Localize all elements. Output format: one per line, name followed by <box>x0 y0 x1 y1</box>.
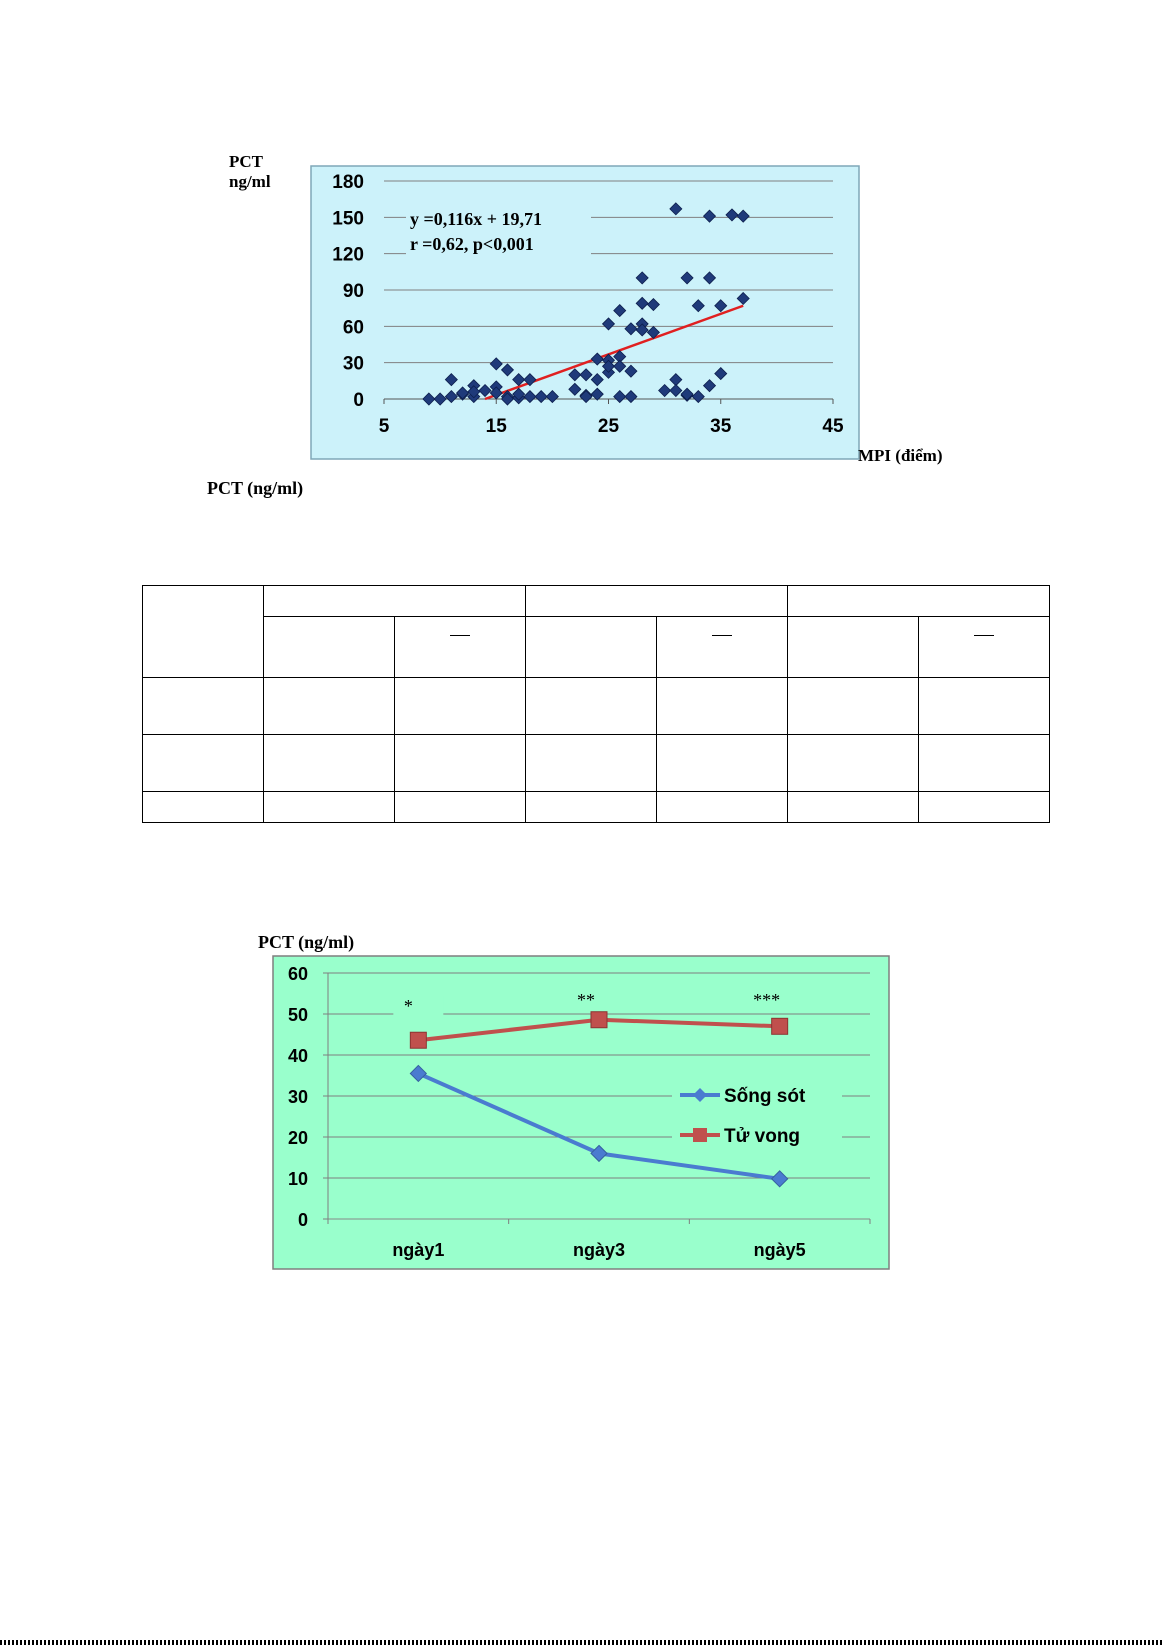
chart2-data-point <box>591 1012 607 1028</box>
chart1-ylabel <box>229 152 271 192</box>
chart1-x-tick-label: 35 <box>710 416 732 437</box>
chart2-significance-label: *** <box>753 989 781 1010</box>
chart2-ylabel: PCT (ng/ml) <box>258 932 355 952</box>
chart1-caption-fragment: PCT (ng/ml) <box>207 478 304 498</box>
table-header-group <box>526 586 788 617</box>
line-chart <box>272 955 890 1270</box>
chart1-y-tick-label: 150 <box>332 208 364 230</box>
table-header-group <box>264 586 526 617</box>
mean-bar-symbol <box>450 635 470 636</box>
table-cell <box>395 617 526 678</box>
chart1-y-tick-label: 60 <box>342 317 364 339</box>
table-cell <box>264 617 395 678</box>
table-cell <box>526 792 657 823</box>
table-cell <box>788 617 919 678</box>
chart2-y-tick-label: 60 <box>287 964 308 984</box>
table-cell <box>657 792 788 823</box>
scatter-chart <box>310 165 860 460</box>
table-cell <box>657 678 788 735</box>
chart1-regression-equation: y =0,116x + 19,71 <box>410 209 543 229</box>
chart1-ylabel-line1: PCT <box>229 152 263 171</box>
table-cell <box>919 678 1050 735</box>
table-cell <box>526 617 657 678</box>
mean-bar-symbol <box>712 635 732 636</box>
table-cell <box>264 792 395 823</box>
table-cell <box>788 792 919 823</box>
chart2-y-tick-label: 10 <box>287 1169 308 1189</box>
chart1-correlation-text: r =0,62, p<0,001 <box>410 234 534 254</box>
chart2-y-tick-label: 40 <box>287 1046 308 1066</box>
chart2-data-point <box>410 1032 426 1048</box>
chart1-x-tick-label: 25 <box>597 416 620 437</box>
chart2-y-tick-label: 0 <box>297 1210 308 1230</box>
chart1-x-tick-label: 45 <box>822 416 844 437</box>
mean-bar-symbol <box>974 635 994 636</box>
table-cell <box>264 735 395 792</box>
table-cell <box>657 617 788 678</box>
table-header-group <box>788 586 1050 617</box>
table-cell <box>526 678 657 735</box>
chart2-data-point <box>772 1018 788 1034</box>
table-cell <box>264 678 395 735</box>
table-cell <box>657 735 788 792</box>
chart1-y-tick-label: 0 <box>353 390 364 411</box>
chart2-x-tick-label: ngày5 <box>753 1240 806 1260</box>
chart2-legend-marker <box>693 1128 707 1142</box>
table-cell <box>788 735 919 792</box>
page-bottom-border <box>0 1640 1163 1645</box>
table-cell <box>143 678 264 735</box>
chart1-x-tick-label: 15 <box>485 416 507 437</box>
table-cell <box>143 735 264 792</box>
table-cell <box>919 792 1050 823</box>
chart1-y-tick-label: 120 <box>332 244 364 266</box>
chart2-y-tick-label: 50 <box>287 1005 308 1025</box>
chart1-ylabel-line2: ng/ml <box>229 172 271 191</box>
table-cell <box>919 617 1050 678</box>
chart1-xlabel: MPI (điểm) <box>858 446 943 465</box>
table-cell <box>395 678 526 735</box>
chart2-y-tick-label: 30 <box>287 1087 308 1107</box>
chart2-y-tick-label: 20 <box>287 1128 308 1148</box>
chart2-significance-label: * <box>403 995 413 1016</box>
chart1-y-tick-label: 90 <box>342 281 364 302</box>
chart2-x-tick-label: ngày1 <box>392 1240 445 1260</box>
chart1-y-tick-label: 180 <box>332 172 364 193</box>
chart2-significance-label: ** <box>577 989 595 1010</box>
table-cell <box>395 735 526 792</box>
table-cell <box>143 586 264 678</box>
chart2-legend-label: Tử vong <box>724 1126 801 1147</box>
table-cell <box>919 735 1050 792</box>
chart1-x-tick-label: 5 <box>378 416 390 437</box>
data-table <box>142 585 1050 823</box>
table-cell <box>526 735 657 792</box>
chart2-legend-label: Sống sót <box>724 1086 806 1107</box>
chart2-x-tick-label: ngày3 <box>572 1240 626 1260</box>
chart2-significance-bg <box>393 996 443 1016</box>
table-cell <box>395 792 526 823</box>
chart1-y-tick-label: 30 <box>342 353 364 375</box>
table-cell <box>143 792 264 823</box>
table-cell <box>788 678 919 735</box>
